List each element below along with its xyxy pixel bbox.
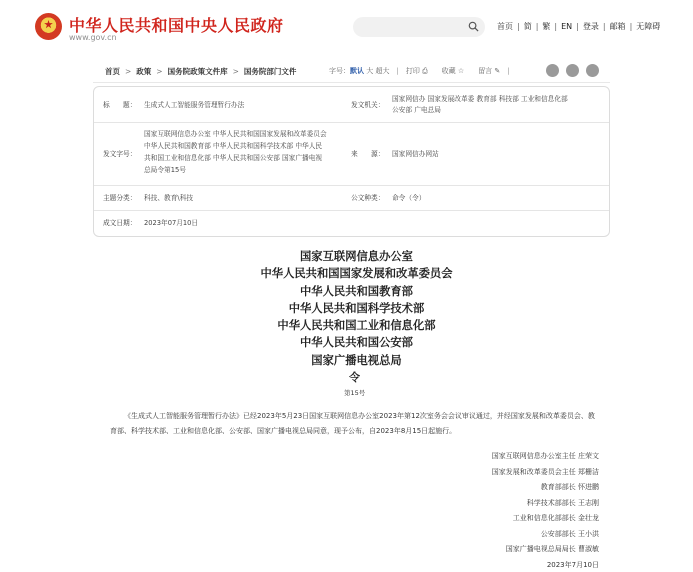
signature-line: 国家互联网信息办公室主任 庄荣文 (491, 452, 599, 460)
link-login[interactable]: 登录 (582, 22, 599, 31)
search-icon[interactable] (468, 21, 479, 32)
signature-block (492, 449, 599, 572)
comment-button[interactable]: 留言 (478, 67, 493, 75)
date-value: 2023年07月10日 (144, 219, 199, 227)
link-home[interactable]: 首页 (497, 22, 513, 31)
favorite-share-icon[interactable] (586, 64, 599, 77)
top-links: 首页 | 简 | 繁 | EN | 登录 | 邮箱 | 无障碍 (497, 22, 661, 31)
signature-line: 公安部部长 王小洪 (540, 529, 599, 538)
weibo-share-icon[interactable] (546, 64, 559, 77)
issuer-value-line-1: 国家网信办 国家发展改革委 教育部 科技部 工业和信息化部 (392, 95, 568, 103)
font-large-button[interactable]: 大 (366, 67, 374, 75)
font-default-button[interactable]: 默认 (350, 67, 364, 75)
print-button[interactable]: 打印 (405, 67, 420, 75)
issuer-heading: 中华人民共和国科学技术部 (288, 300, 425, 315)
breadcrumb: 首页 > 政策 > 国务院政策文件库 > 国务院部门文件 (105, 67, 297, 76)
info-row-docno (94, 123, 609, 186)
link-mail[interactable]: 邮箱 (609, 22, 626, 31)
breadcrumb-home[interactable]: 首页 (105, 67, 120, 76)
subject-value: 科技、教育\科技 (144, 194, 194, 202)
docno-label: 发文字号： (103, 150, 137, 158)
issuer-value-line-2: 公安部 广电总局 (392, 106, 441, 114)
breadcrumb-policy[interactable]: 政策 (136, 67, 152, 76)
wechat-share-icon[interactable] (566, 64, 579, 77)
link-traditional[interactable]: 繁 (542, 22, 551, 31)
link-english[interactable]: EN (561, 22, 573, 31)
docno-line-1: 国家互联网信息办公室 中华人民共和国国家发展和改革委员会 (144, 130, 327, 138)
issuer-heading: 中华人民共和国教育部 (300, 283, 413, 298)
link-simplified[interactable]: 简 (523, 22, 532, 31)
link-accessibility[interactable]: 无障碍 (636, 22, 661, 31)
search-input[interactable] (353, 17, 485, 37)
issuer-label: 发文机关： (351, 101, 385, 109)
order-paragraph: 《生成式人工智能服务管理暂行办法》已经2023年5月23日国家互联网信息办公室2023年第12次室务会会议审议通过，并经国家发展和改革委员会、教育部、科学技术部、工业和信息化部、公安部、国家广播电视总局同意，现予公布，自2023年8月15日起施行。 (110, 412, 595, 435)
docno-line-3: 共和国工业和信息化部 中华人民共和国公安部 国家广播电视 (144, 154, 323, 162)
site-title[interactable]: 中华人民共和国中央人民政府 (69, 16, 284, 35)
issuer-heading: 中华人民共和国工业和信息化部 (277, 318, 436, 333)
doc-type-value: 命令（令） (392, 194, 426, 202)
issuer-heading: 中华人民共和国公安部 (300, 335, 413, 350)
breadcrumb-dept-files[interactable]: 国务院部门文件 (243, 67, 297, 76)
order-number: 第15号 (344, 389, 366, 397)
info-row-date (94, 211, 609, 236)
site-url: www.gov.cn (69, 33, 117, 42)
signature-line: 科学技术部部长 王志刚 (526, 498, 599, 507)
info-row-subject (94, 186, 609, 211)
font-size-label: 字号： (329, 67, 350, 75)
document-info-table (93, 86, 610, 237)
print-icon[interactable]: ⎙ (422, 67, 428, 75)
page-tools: 字号：默认 大 超大 | 打印 ⎙ 收藏 ☆ 留言 ✎ | (329, 67, 510, 75)
docno-line-2: 中华人民共和国教育部 中华人民共和国科学技术部 中华人民 (144, 142, 323, 150)
signature-line: 教育部部长 怀进鹏 (540, 483, 599, 491)
title-label: 标 题： (103, 101, 137, 109)
breadcrumb-policy-library[interactable]: 国务院政策文件库 (167, 67, 228, 76)
font-xlarge-button[interactable]: 超大 (375, 67, 390, 75)
subject-label: 主题分类： (103, 194, 137, 202)
signature-line: 国家发展和改革委员会主任 郑栅洁 (491, 467, 599, 476)
issuing-authorities (0, 248, 693, 369)
issuer-heading: 中华人民共和国国家发展和改革委员会 (260, 266, 453, 281)
breadcrumb-bar (93, 59, 610, 83)
issuer-heading: 国家互联网信息办公室 (300, 249, 413, 263)
star-icon[interactable]: ☆ (457, 67, 465, 75)
pen-icon[interactable]: ✎ (494, 67, 501, 75)
site-header (0, 0, 693, 52)
docno-line-4: 总局令第15号 (144, 166, 186, 174)
signature-line: 国家广播电视总局局长 曹淑敏 (505, 545, 599, 553)
source-label: 来 源： (351, 150, 385, 158)
issuer-heading: 国家广播电视总局 (311, 352, 402, 367)
title-value: 生成式人工智能服务管理暂行办法 (144, 101, 245, 109)
info-row-title (94, 87, 609, 123)
source-value: 国家网信办网站 (392, 150, 439, 158)
doc-type-label: 公文种类： (351, 194, 385, 202)
signature-date: 2023年7月10日 (546, 560, 599, 569)
date-label: 成文日期： (103, 219, 137, 227)
national-emblem-icon[interactable] (35, 13, 62, 40)
signature-line: 工业和信息化部部长 金壮龙 (512, 514, 599, 522)
order-heading: 令 (349, 371, 360, 384)
favorite-button[interactable]: 收藏 (441, 67, 456, 75)
